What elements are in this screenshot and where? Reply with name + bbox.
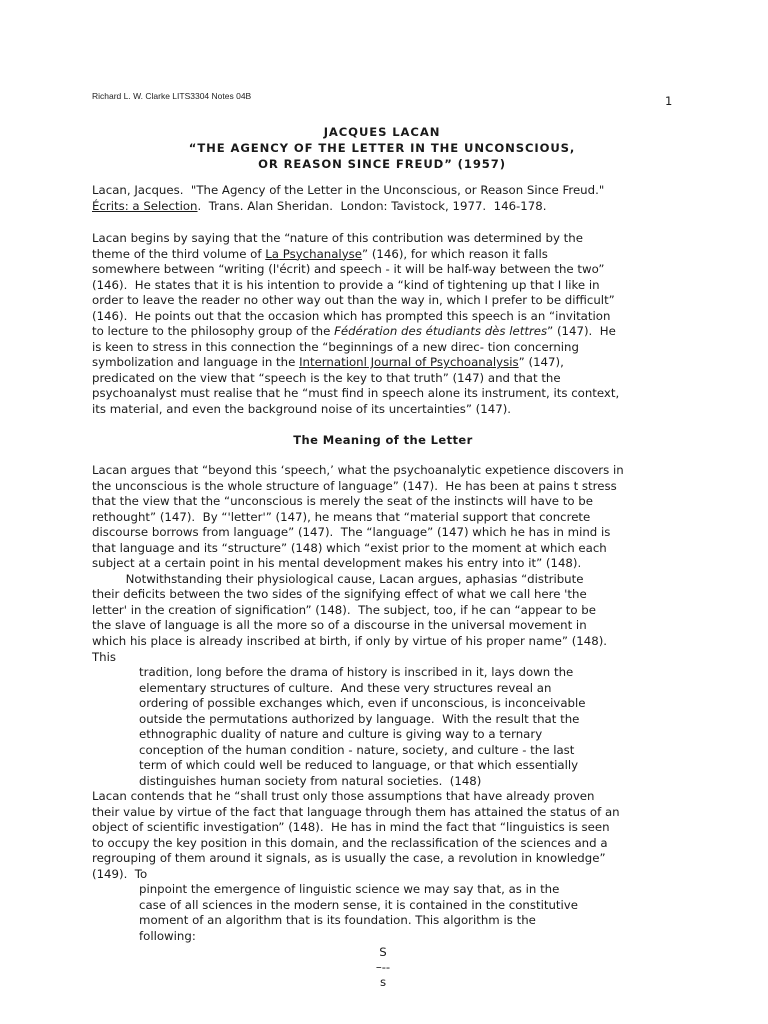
text-line: This: [92, 649, 117, 664]
text-line: the unconscious is the whole structure of language” (147). He has been at pains t stress: [92, 478, 617, 493]
text-line: predicated on the view that “speech is the key to that truth” (147) and that the: [92, 370, 561, 385]
text-line: which his place is already inscribed at birth, if only by virtue of his proper name” (148).: [92, 634, 608, 649]
text-line: order to leave the reader no other way out than the way in, which I prefer to be difficult”: [92, 293, 615, 308]
algorithm-signifier: S: [379, 945, 387, 959]
text-line: object of scientific investigation” (148). He has in mind the fact that “linguistics is seen: [92, 820, 610, 835]
text-line: subject at a certain point in his mental development makes his entry into it” (148).: [92, 556, 582, 571]
running-header: Richard L. W. Clarke LITS3304 Notes 04B: [92, 91, 252, 101]
paragraph-linguistics: [92, 789, 674, 882]
text-line: Notwithstanding their physiological cause, Lacan argues, aphasias “distribute: [92, 571, 584, 586]
algorithm-signified: s: [379, 975, 387, 989]
text-line: is keen to stress in this connection the “beginnings of a new direc- tion concerning: [92, 339, 579, 354]
text-line: to occupy the key position in this domain, and the reclassification of the sciences and a: [92, 835, 608, 850]
text-line: to lecture to the philosophy group of the Fédération des étudiants dès lettres” (147). He: [92, 324, 616, 339]
text-line: regrouping of them around it signals, as is usually the case, a revolution in knowledge”: [92, 851, 606, 866]
journal-title: Internationl Journal of Psychoanalysis: [299, 355, 519, 370]
text-line: psychoanalyst must realise that he “must find in speech alone its instrument, its context,: [92, 386, 620, 401]
citation-line: Lacan, Jacques. "The Agency of the Letter in the Unconscious, or Reason Since Freud.": [92, 183, 605, 197]
page-number: 1: [665, 94, 673, 108]
section-heading: The Meaning of the Letter: [293, 433, 473, 447]
text-line: symbolization and language in the Internationl Journal of Psychoanalysis” (147),: [92, 355, 564, 370]
text-line: Lacan argues that “beyond this ‘speech,’ what the psychoanalytic expetience discovers in: [92, 463, 624, 477]
quote-line: distinguishes human society from natural societies. (148): [139, 773, 482, 788]
title-line: JACQUES LACAN: [323, 125, 441, 139]
quote-line: ordering of possible exchanges which, even if unconscious, is inconceivable: [139, 696, 586, 711]
text-line: its material, and even the background noise of its uncertainties” (147).: [92, 402, 512, 417]
block-quote: [139, 665, 669, 789]
quote-line: elementary structures of culture. And these very structures reveal an: [139, 680, 552, 695]
document-title: [92, 124, 672, 172]
group-name: Fédération des étudiants dès lettres: [334, 324, 548, 339]
quote-line: conception of the human condition - nature, society, and culture - the last: [139, 742, 575, 757]
paragraph-meaning: [92, 463, 674, 665]
quote-line: pinpoint the emergence of linguistic science we may say that, as in the: [139, 882, 560, 896]
text-line: (146). He states that it is his intention to provide a “kind of tightening up that I like in: [92, 277, 600, 292]
algorithm-bar: –--: [375, 960, 391, 974]
text-line: Lacan begins by saying that the “nature of this contribution was determined by the: [92, 231, 583, 245]
title-line: “THE AGENCY OF THE LETTER IN THE UNCONSCIOUS,: [188, 141, 576, 155]
text-line: letter' in the creation of signification” (148). The subject, too, if he can “appear to be: [92, 602, 596, 617]
text-line: somewhere between “writing (l'écrit) and speech - it will be half-way between the two”: [92, 262, 605, 277]
text-line: (146). He points out that the occasion which has prompted this speech is an “invitation: [92, 308, 611, 323]
text-line: rethought” (147). By “'letter'” (147), he means that “material support that concrete: [92, 509, 591, 524]
quote-line: moment of an algorithm that is its foundation. This algorithm is the: [139, 913, 536, 928]
text-line: (149). To: [92, 866, 148, 881]
book-title: Écrits: a Selection: [92, 198, 198, 213]
quote-line: following:: [139, 928, 196, 943]
quote-line: outside the permutations authorized by language. With the result that the: [139, 711, 580, 726]
text-line: the slave of language is all the more so of a discourse in the universal movement in: [92, 618, 587, 633]
journal-title: La Psychanalyse: [265, 246, 362, 261]
text-line: theme of the third volume of La Psychanalyse” (146), for which reason it falls: [92, 246, 548, 261]
title-line: OR REASON SINCE FREUD” (1957): [258, 157, 506, 171]
text-line: their value by virtue of the fact that language through them has attained the status of an: [92, 804, 620, 819]
text-line: that language and its “structure” (148) which “exist prior to the moment at which each: [92, 540, 607, 555]
citation: [92, 183, 674, 214]
text-line: discourse borrows from language” (147). The “language” (147) which he has in mind is: [92, 525, 611, 540]
citation-line: Écrits: a Selection. Trans. Alan Sheridan. London: Tavistock, 1977. 146-178.: [92, 198, 547, 213]
text-line: that the view that the “unconscious is merely the seat of the instincts will have to be: [92, 494, 593, 509]
paragraph-intro: [92, 231, 674, 418]
quote-line: tradition, long before the drama of history is inscribed in it, lays down the: [139, 665, 574, 679]
text-line: their deficits between the two sides of the signifying effect of what we call here 'the: [92, 587, 587, 602]
quote-line: term of which could well be reduced to language, or that which essentially: [139, 758, 579, 773]
quote-line: case of all sciences in the modern sense, it is contained in the constitutive: [139, 897, 578, 912]
block-quote: [139, 882, 669, 944]
text-line: Lacan contends that he “shall trust only those assumptions that have already proven: [92, 789, 595, 803]
quote-line: ethnographic duality of nature and culture is giving way to a ternary: [139, 727, 543, 742]
